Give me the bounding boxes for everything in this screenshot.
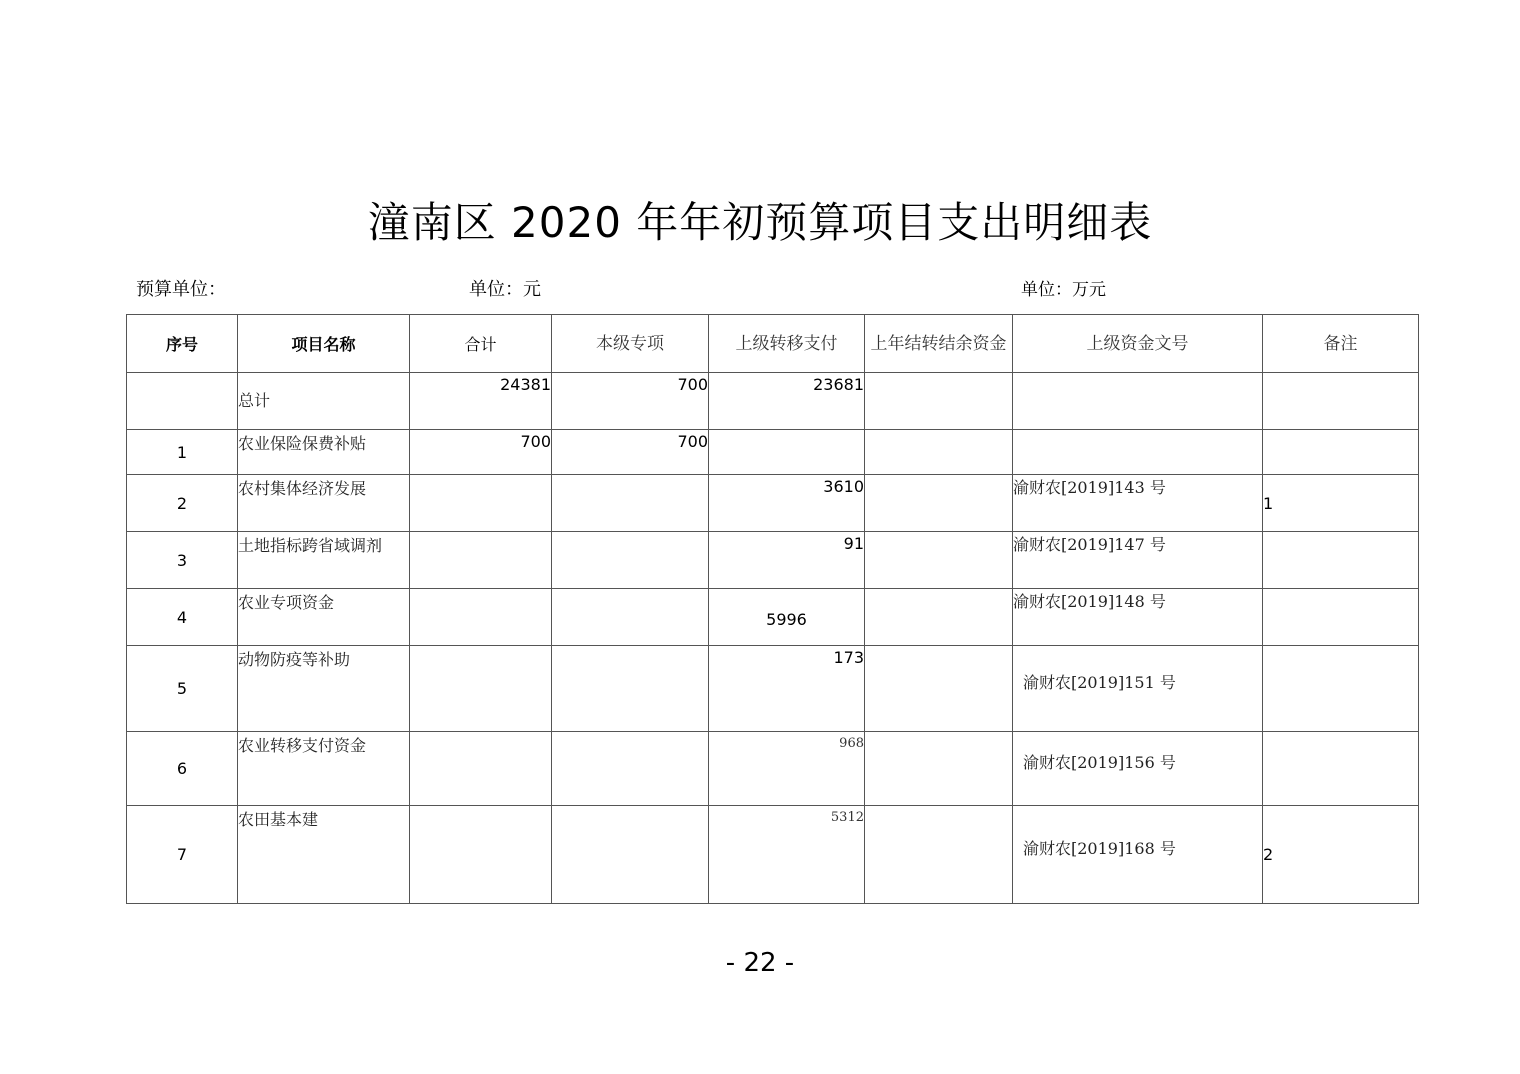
header-carry: 上年结转结余资金 [865, 315, 1013, 373]
cell-note: 1 [1263, 475, 1419, 532]
cell-doc: 渝财农[2019]148 号 [1013, 589, 1263, 646]
cell-name: 农田基本建 [238, 806, 410, 904]
cell-transfer: 3610 [709, 475, 865, 532]
budget-unit-label: 预算单位： [136, 279, 226, 300]
cell-carry [865, 475, 1013, 532]
cell-doc [1013, 373, 1263, 430]
cell-doc: 渝财农[2019]147 号 [1013, 532, 1263, 589]
cell-note [1263, 646, 1419, 732]
header-seq: 序号 [127, 315, 238, 373]
cell-total [410, 532, 552, 589]
unit-wanyuan-label: 单位：万元 [1021, 280, 1106, 300]
page-number: - 22 - [725, 948, 795, 978]
cell-transfer: 173 [709, 646, 865, 732]
cell-local [552, 646, 709, 732]
cell-note: 2 [1263, 806, 1419, 904]
cell-transfer: 91 [709, 532, 865, 589]
cell-total [410, 589, 552, 646]
cell-doc: 渝财农[2019]151 号 [1013, 646, 1263, 732]
cell-seq: 4 [127, 589, 238, 646]
cell-carry [865, 806, 1013, 904]
cell-note [1263, 373, 1419, 430]
table-row [127, 646, 1419, 732]
cell-local [552, 806, 709, 904]
cell-local: 700 [552, 373, 709, 430]
budget-table [126, 314, 1419, 904]
cell-carry [865, 589, 1013, 646]
cell-note [1263, 589, 1419, 646]
cell-total: 24381 [410, 373, 552, 430]
cell-seq: 6 [127, 732, 238, 806]
cell-name: 总计 [238, 373, 410, 430]
cell-seq: 1 [127, 430, 238, 475]
cell-doc: 渝财农[2019]168 号 [1013, 806, 1263, 904]
header-total: 合计 [410, 315, 552, 373]
cell-seq: 3 [127, 532, 238, 589]
cell-local [552, 475, 709, 532]
table-row [127, 475, 1419, 532]
cell-name: 农业专项资金 [238, 589, 410, 646]
cell-transfer: 968 [709, 732, 865, 806]
cell-doc: 渝财农[2019]143 号 [1013, 475, 1263, 532]
cell-local [552, 732, 709, 806]
cell-transfer: 23681 [709, 373, 865, 430]
cell-carry [865, 646, 1013, 732]
cell-note [1263, 732, 1419, 806]
table-row [127, 732, 1419, 806]
cell-note [1263, 430, 1419, 475]
cell-carry [865, 430, 1013, 475]
cell-doc [1013, 430, 1263, 475]
cell-doc: 渝财农[2019]156 号 [1013, 732, 1263, 806]
cell-transfer: 5996 [709, 589, 865, 646]
cell-carry [865, 532, 1013, 589]
cell-local [552, 589, 709, 646]
cell-carry [865, 732, 1013, 806]
cell-seq: 7 [127, 806, 238, 904]
header-note: 备注 [1263, 315, 1419, 373]
page-title: 潼南区 2020 年年初预算项目支出明细表 [367, 198, 1153, 247]
cell-seq: 5 [127, 646, 238, 732]
table-row [127, 806, 1419, 904]
cell-name: 土地指标跨省域调剂 [238, 532, 410, 589]
table-row [127, 589, 1419, 646]
cell-total [410, 732, 552, 806]
header-transfer: 上级转移支付 [709, 315, 865, 373]
cell-total [410, 646, 552, 732]
cell-total [410, 475, 552, 532]
cell-transfer [709, 430, 865, 475]
header-local: 本级专项 [552, 315, 709, 373]
unit-yuan-label: 单位：元 [469, 279, 541, 300]
cell-name: 农村集体经济发展 [238, 475, 410, 532]
cell-name: 农业转移支付资金 [238, 732, 410, 806]
cell-transfer: 5312 [709, 806, 865, 904]
header-doc: 上级资金文号 [1013, 315, 1263, 373]
cell-name: 动物防疫等补助 [238, 646, 410, 732]
cell-carry [865, 373, 1013, 430]
cell-name: 农业保险保费补贴 [238, 430, 410, 475]
cell-local: 700 [552, 430, 709, 475]
cell-total [410, 806, 552, 904]
cell-seq: 2 [127, 475, 238, 532]
table-row [127, 373, 1419, 430]
cell-local [552, 532, 709, 589]
table-header-row [127, 315, 1419, 373]
cell-note [1263, 532, 1419, 589]
table-row [127, 430, 1419, 475]
cell-seq [127, 373, 238, 430]
table-row [127, 532, 1419, 589]
header-name: 项目名称 [238, 315, 410, 373]
cell-total: 700 [410, 430, 552, 475]
